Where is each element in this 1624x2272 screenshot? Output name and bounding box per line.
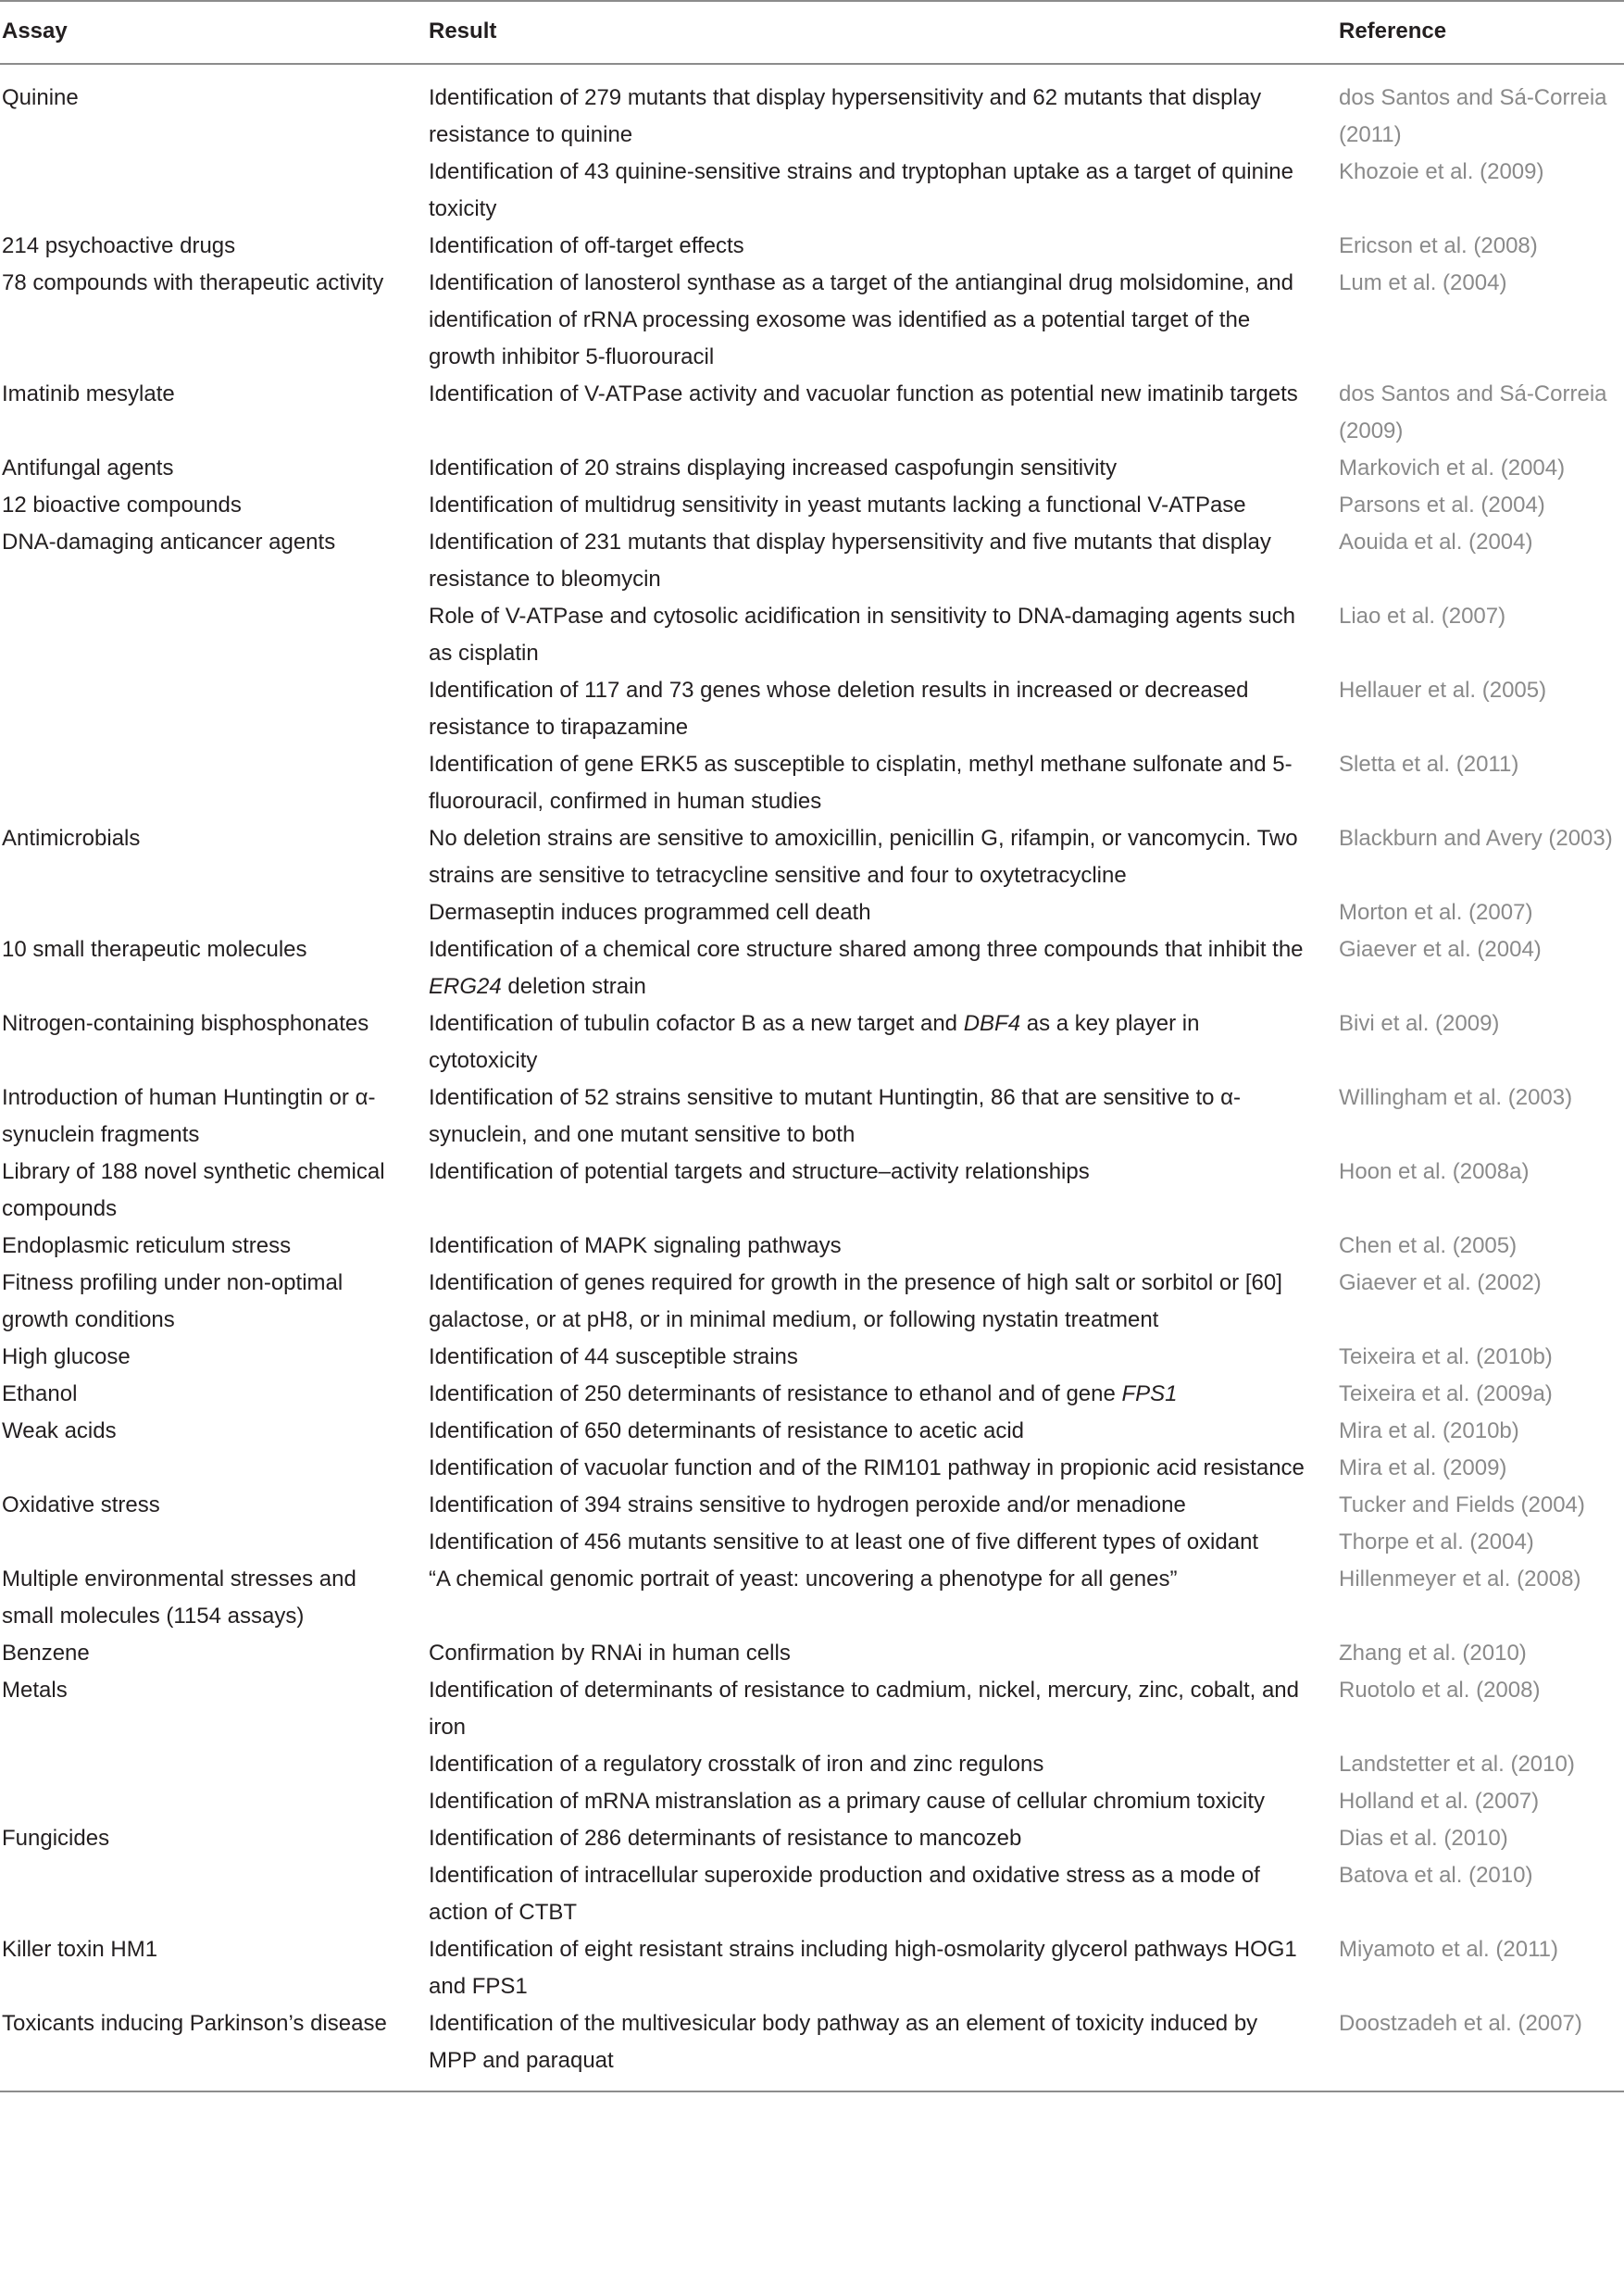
cell-result: Identification of 43 quinine-sensitive strains and tryptophan uptake as a target of quinine toxicity xyxy=(429,159,1293,221)
cell-result: Identification of 279 mutants that display hypersensitivity and 62 mutants that display resistance to quinine xyxy=(429,85,1262,147)
table-row xyxy=(0,1820,1624,1857)
table-row xyxy=(0,1080,1624,1154)
table-row xyxy=(0,1561,1624,1635)
cell-assay: Metals xyxy=(2,1678,68,1703)
table-row xyxy=(0,1931,1624,2005)
table-row xyxy=(0,1339,1624,1376)
cell-assay xyxy=(0,598,429,672)
table-row xyxy=(0,672,1624,746)
header-result: Result xyxy=(429,1,1339,64)
cell-assay: Weak acids xyxy=(2,1418,117,1443)
cell-assay: Imatinib mesylate xyxy=(2,381,175,406)
table-row xyxy=(0,1228,1624,1265)
cell-result: Identification of V-ATPase activity and vacuolar function as potential new imatinib targets xyxy=(429,381,1298,406)
table-row xyxy=(0,450,1624,487)
table-row xyxy=(0,1413,1624,1450)
result-text: deletion strain xyxy=(501,974,646,999)
cell-assay: Benzene xyxy=(2,1641,90,1666)
cell-assay: Fungicides xyxy=(2,1826,110,1851)
cell-result xyxy=(429,931,1339,1005)
table-row xyxy=(0,64,1624,154)
table-header xyxy=(0,1,1624,64)
cell-reference: Willingham et al. (2003) xyxy=(1339,1085,1573,1110)
table-row xyxy=(0,1450,1624,1487)
cell-result: Identification of multidrug sensitivity in yeast mutants lacking a functional V-ATPase xyxy=(429,493,1246,518)
cell-reference: Aouida et al. (2004) xyxy=(1339,530,1533,555)
table-body xyxy=(0,64,1624,2091)
cell-assay: Library of 188 novel synthetic chemical compounds xyxy=(2,1159,385,1221)
cell-reference: Holland et al. (2007) xyxy=(1339,1789,1540,1814)
cell-reference: Dias et al. (2010) xyxy=(1339,1826,1508,1851)
cell-reference: Hillenmeyer et al. (2008) xyxy=(1339,1567,1581,1592)
table-row xyxy=(0,820,1624,894)
cell-assay: Endoplasmic reticulum stress xyxy=(2,1233,292,1258)
cell-assay xyxy=(0,746,429,820)
cell-result: Identification of 650 determinants of resistance to acetic acid xyxy=(429,1418,1025,1443)
table-row xyxy=(0,154,1624,228)
cell-assay xyxy=(0,1746,429,1783)
cell-reference: Mira et al. (2009) xyxy=(1339,1455,1507,1480)
gene-name: FPS1 xyxy=(1121,1381,1178,1406)
table-row xyxy=(0,376,1624,450)
cell-assay: Nitrogen-containing bisphosphonates xyxy=(2,1011,369,1036)
cell-result: Identification of MAPK signaling pathways xyxy=(429,1233,842,1258)
cell-result: Identification of 456 mutants sensitive to at least one of five different types of oxidant xyxy=(429,1529,1259,1554)
table-row xyxy=(0,931,1624,1005)
table-row xyxy=(0,1857,1624,1931)
cell-reference: Hellauer et al. (2005) xyxy=(1339,678,1547,703)
cell-result: Identification of gene ERK5 as susceptible to cisplatin, methyl methane sulfonate and 5-fluorouracil, confirmed in human studies xyxy=(429,752,1293,814)
cell-assay: Multiple environmental stresses and small molecules (1154 assays) xyxy=(2,1567,356,1629)
cell-reference: Miyamoto et al. (2011) xyxy=(1339,1937,1558,1962)
table-row xyxy=(0,487,1624,524)
cell-reference: Thorpe et al. (2004) xyxy=(1339,1529,1534,1554)
cell-result: Identification of a regulatory crosstalk of iron and zinc regulons xyxy=(429,1752,1044,1777)
cell-result: Identification of off-target effects xyxy=(429,233,744,258)
cell-result: Identification of the multivesicular body pathway as an element of toxicity induced by MPP and paraquat xyxy=(429,2005,1339,2091)
cell-result: “A chemical genomic portrait of yeast: uncovering a phenotype for all genes” xyxy=(429,1567,1178,1592)
gene-name: ERG24 xyxy=(429,974,502,999)
cell-assay: Introduction of human Huntingtin or α-synuclein fragments xyxy=(2,1085,376,1147)
cell-assay: 214 psychoactive drugs xyxy=(2,233,236,258)
table-row xyxy=(0,746,1624,820)
table-row xyxy=(0,1746,1624,1783)
table-row xyxy=(0,1154,1624,1228)
header-reference: Reference xyxy=(1339,1,1624,64)
cell-result: Confirmation by RNAi in human cells xyxy=(429,1641,791,1666)
cell-reference: dos Santos and Sá-Correia (2009) xyxy=(1339,381,1607,443)
cell-reference: Ruotolo et al. (2008) xyxy=(1339,1678,1541,1703)
cell-assay xyxy=(0,894,429,931)
cell-reference: Morton et al. (2007) xyxy=(1339,900,1533,925)
cell-reference: Batova et al. (2010) xyxy=(1339,1863,1533,1888)
cell-reference: dos Santos and Sá-Correia (2011) xyxy=(1339,85,1607,147)
header-row xyxy=(0,1,1624,64)
cell-reference: Liao et al. (2007) xyxy=(1339,604,1506,629)
result-text: Identification of 250 determinants of resistance to ethanol and of gene xyxy=(429,1381,1122,1406)
cell-reference: Parsons et al. (2004) xyxy=(1339,493,1545,518)
table-row xyxy=(0,524,1624,598)
cell-result xyxy=(429,1376,1339,1413)
result-text: as a key player in cytotoxicity xyxy=(429,1011,1200,1073)
table-row xyxy=(0,1265,1624,1339)
cell-assay xyxy=(0,1450,429,1487)
cell-reference: Chen et al. (2005) xyxy=(1339,1233,1518,1258)
cell-result: Identification of 52 strains sensitive to mutant Huntingtin, 86 that are sensitive to α-synuclein, and one mutant sensitive to both xyxy=(429,1085,1242,1147)
gene-name: DBF4 xyxy=(963,1011,1021,1036)
cell-reference: Teixeira et al. (2010b) xyxy=(1339,1344,1553,1369)
cell-result: Identification of genes required for growth in the presence of high salt or sorbitol or [60] galactose, or at pH8, or in minimal medium, or following nystatin treatment xyxy=(429,1270,1282,1332)
cell-reference: Giaever et al. (2002) xyxy=(1339,1270,1542,1295)
cell-assay: 12 bioactive compounds xyxy=(2,493,242,518)
cell-reference: Markovich et al. (2004) xyxy=(1339,456,1566,481)
cell-result: Identification of potential targets and structure–activity relationships xyxy=(429,1159,1090,1184)
cell-result: Identification of 394 strains sensitive to hydrogen peroxide and/or menadione xyxy=(429,1492,1186,1517)
table-row xyxy=(0,1672,1624,1746)
cell-reference: Giaever et al. (2004) xyxy=(1339,937,1542,962)
cell-reference: Tucker and Fields (2004) xyxy=(1339,1492,1585,1517)
cell-assay: DNA-damaging anticancer agents xyxy=(2,530,336,555)
cell-reference: Blackburn and Avery (2003) xyxy=(1339,826,1613,851)
cell-reference: Lum et al. (2004) xyxy=(1339,270,1507,295)
table-row xyxy=(0,1635,1624,1672)
cell-assay: Oxidative stress xyxy=(2,1492,160,1517)
table-row xyxy=(0,228,1624,265)
table-row xyxy=(0,598,1624,672)
cell-assay: Toxicants inducing Parkinson’s disease xyxy=(0,2005,429,2091)
cell-assay: Quinine xyxy=(2,85,79,110)
cell-reference: Ericson et al. (2008) xyxy=(1339,233,1538,258)
table-row xyxy=(0,1376,1624,1413)
table-row xyxy=(0,1783,1624,1820)
cell-assay: Killer toxin HM1 xyxy=(2,1937,158,1962)
cell-assay: 78 compounds with therapeutic activity xyxy=(2,270,384,295)
cell-reference: Teixeira et al. (2009a) xyxy=(1339,1381,1553,1406)
cell-result xyxy=(429,1005,1339,1080)
cell-assay: Antifungal agents xyxy=(2,456,174,481)
cell-result: Identification of intracellular superoxide production and oxidative stress as a mode of action of CTBT xyxy=(429,1863,1260,1925)
cell-result: Role of V-ATPase and cytosolic acidification in sensitivity to DNA-damaging agents such as cisplatin xyxy=(429,604,1296,666)
cell-reference: Hoon et al. (2008a) xyxy=(1339,1159,1530,1184)
cell-assay xyxy=(0,672,429,746)
cell-reference: Sletta et al. (2011) xyxy=(1339,752,1519,777)
cell-assay: High glucose xyxy=(2,1344,131,1369)
cell-result: Identification of lanosterol synthase as a target of the antianginal drug molsidomine, and identification of rRNA processing exosome was identified as a potential target of the growth inhibitor 5-fluorouracil xyxy=(429,270,1293,369)
cell-result: Identification of mRNA mistranslation as a primary cause of cellular chromium toxicity xyxy=(429,1789,1265,1814)
cell-assay xyxy=(0,1524,429,1561)
result-text: Identification of tubulin cofactor B as a new target and xyxy=(429,1011,964,1036)
cell-result: Identification of vacuolar function and of the RIM101 pathway in propionic acid resistance xyxy=(429,1455,1305,1480)
cell-result: Identification of 20 strains displaying increased caspofungin sensitivity xyxy=(429,456,1118,481)
cell-assay: Fitness profiling under non-optimal growth conditions xyxy=(2,1270,344,1332)
cell-assay: 10 small therapeutic molecules xyxy=(2,937,307,962)
cell-reference: Zhang et al. (2010) xyxy=(1339,1641,1527,1666)
table-row xyxy=(0,1524,1624,1561)
table-row xyxy=(0,2005,1624,2091)
table-row xyxy=(0,265,1624,376)
table-row xyxy=(0,1487,1624,1524)
cell-result: Identification of 44 susceptible strains xyxy=(429,1344,798,1369)
cell-assay: Antimicrobials xyxy=(2,826,141,851)
header-assay: Assay xyxy=(0,1,429,64)
cell-result: Identification of determinants of resistance to cadmium, nickel, mercury, zinc, cobalt, and iron xyxy=(429,1678,1299,1740)
cell-assay xyxy=(0,154,429,228)
cell-reference: Bivi et al. (2009) xyxy=(1339,1011,1500,1036)
cell-result: Identification of 286 determinants of resistance to mancozeb xyxy=(429,1826,1022,1851)
cell-reference: Landstetter et al. (2010) xyxy=(1339,1752,1575,1777)
table-row xyxy=(0,1005,1624,1080)
cell-reference: Mira et al. (2010b) xyxy=(1339,1418,1519,1443)
cell-result: Identification of 117 and 73 genes whose deletion results in increased or decreased resistance to tirapazamine xyxy=(429,678,1249,740)
cell-reference: Doostzadeh et al. (2007) xyxy=(1339,2005,1624,2091)
result-text: Identification of a chemical core structure shared among three compounds that inhibit the xyxy=(429,937,1304,962)
cell-result: Identification of 231 mutants that display hypersensitivity and five mutants that display resistance to bleomycin xyxy=(429,530,1271,592)
cell-assay xyxy=(0,1783,429,1820)
cell-result: Identification of eight resistant strains including high-osmolarity glycerol pathways HOG1 and FPS1 xyxy=(429,1937,1297,1999)
cell-result: No deletion strains are sensitive to amoxicillin, penicillin G, rifampin, or vancomycin. Two strains are sensitive to tetracycline sensitive and four to oxytetracycline xyxy=(429,826,1298,888)
cell-assay xyxy=(0,1857,429,1931)
table-row xyxy=(0,894,1624,931)
cell-reference: Khozoie et al. (2009) xyxy=(1339,159,1544,184)
cell-result: Dermaseptin induces programmed cell death xyxy=(429,900,871,925)
cell-assay: Ethanol xyxy=(2,1381,78,1406)
